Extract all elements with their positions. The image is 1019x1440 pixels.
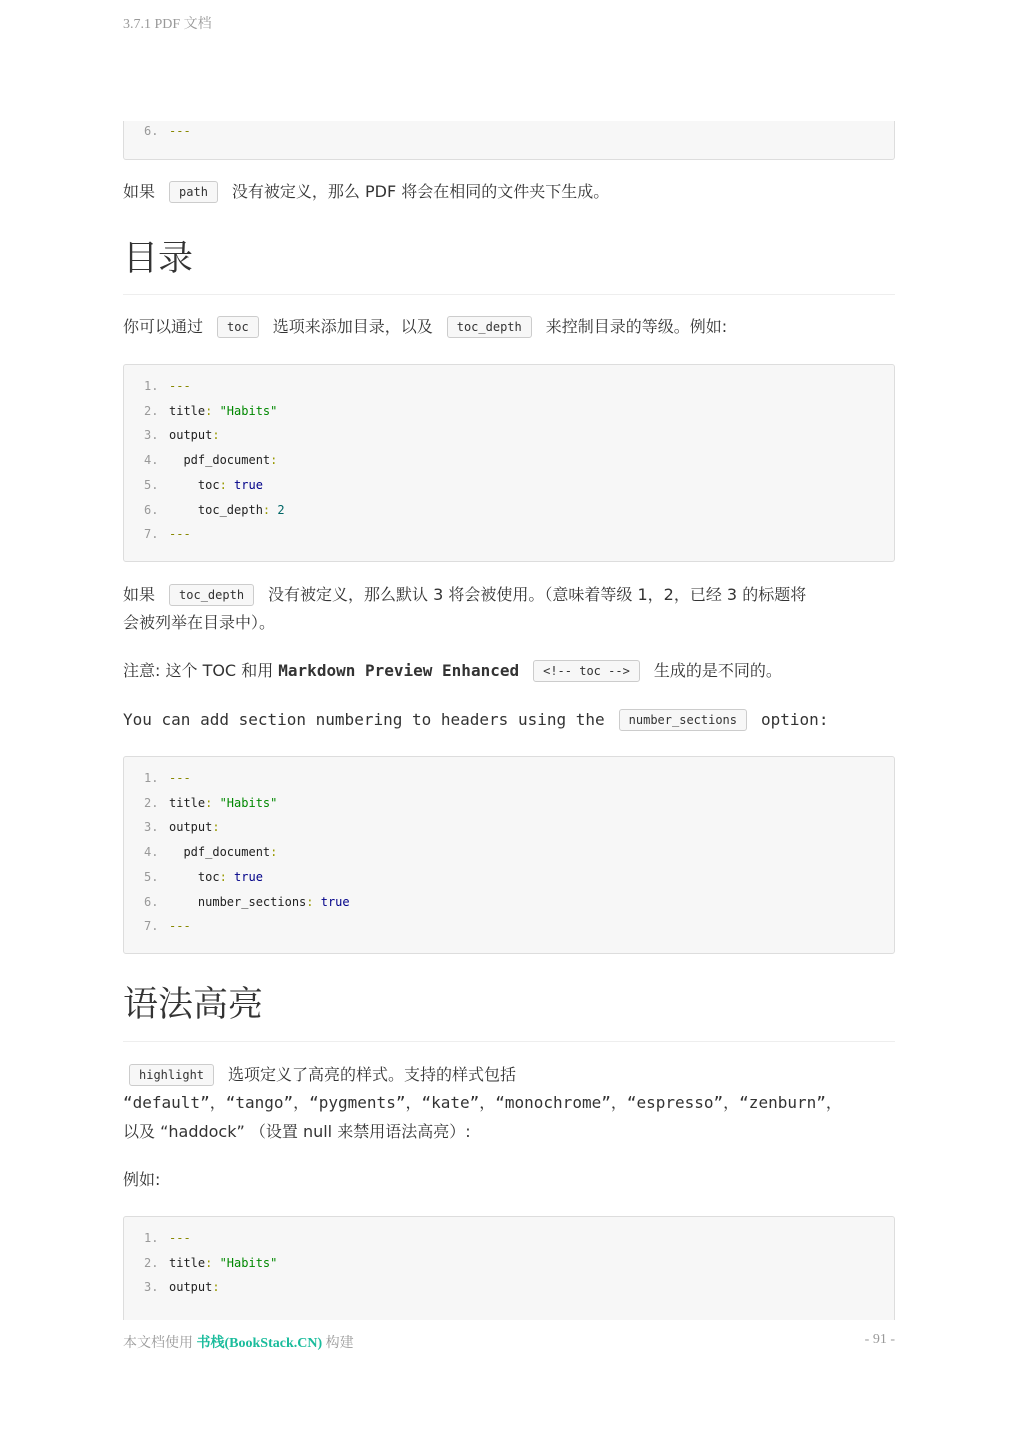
code-line <box>144 916 191 936</box>
code-line <box>144 401 277 421</box>
footer-prefix: 本文档使用 <box>123 1336 197 1351</box>
code-block-highlight <box>123 1216 895 1320</box>
line-number: 1. <box>144 771 159 785</box>
code-token: : <box>219 869 235 884</box>
code-token: : <box>270 845 278 860</box>
line-number: 3. <box>144 820 159 835</box>
note-text-b: 生成的是不同的。 <box>653 661 782 680</box>
numbering-paragraph <box>123 706 895 734</box>
code-token: : <box>205 403 220 418</box>
code-token: toc_depth <box>169 502 263 517</box>
depth-text-line2: 会被列举在目录中）。 <box>123 613 276 632</box>
page-number: - 91 - <box>864 1332 895 1347</box>
code-token: --- <box>169 919 191 934</box>
code-token: : <box>270 453 278 468</box>
highlight-text-line2: “default”，“tango”，“pygments”，“kate”，“monochrome”，“espresso”，“zenburn”， <box>123 1093 842 1112</box>
numbering-text-a: You can add section numbering to headers using the <box>123 710 605 729</box>
inline-code-number-sections: number_sections <box>619 709 747 731</box>
note-text-a: 注意: 这个 TOC 和用 <box>123 661 279 680</box>
code-token: : <box>219 477 235 492</box>
code-token: 2 <box>277 502 285 517</box>
note-paragraph <box>123 657 895 685</box>
line-number: 3. <box>144 1280 159 1295</box>
code-line <box>144 450 277 470</box>
code-token: "Habits" <box>219 403 278 418</box>
line-number: 7. <box>144 919 159 934</box>
code-line <box>144 376 191 396</box>
line-number: 2. <box>144 1255 159 1270</box>
running-header: 3.7.1 PDF 文档 <box>123 17 212 32</box>
line-number: 2. <box>144 795 159 810</box>
code-token: --- <box>169 1231 191 1245</box>
code-token: true <box>234 477 263 492</box>
highlight-text-line1: 选项定义了高亮的样式。支持的样式包括 <box>228 1065 517 1084</box>
heading-highlight-rule <box>123 1041 895 1042</box>
code-token: output <box>169 428 213 443</box>
code-token: number_sections <box>169 894 307 909</box>
code-line <box>144 1253 277 1273</box>
code-line <box>144 768 191 788</box>
line-number: 4. <box>144 845 159 860</box>
code-token: : <box>262 502 278 517</box>
line-number: 6. <box>144 124 159 138</box>
depth-text-before: 如果 <box>123 585 156 604</box>
code-token: true <box>320 894 350 909</box>
highlight-paragraph <box>123 1061 895 1089</box>
code-line <box>144 500 285 520</box>
heading-highlight: 语法高亮 <box>123 985 264 1025</box>
line-number: 4. <box>144 453 159 468</box>
code-line <box>144 1228 191 1248</box>
footer-credit <box>123 1332 354 1352</box>
code-token: title <box>169 795 206 810</box>
code-token: toc <box>169 869 220 884</box>
code-block-toc <box>123 364 895 562</box>
code-token: --- <box>169 771 191 785</box>
code-token: : <box>212 820 220 835</box>
inline-code-toc: toc <box>217 316 259 338</box>
code-token: "Habits" <box>219 795 278 810</box>
inline-code-toc-depth-2: toc_depth <box>169 584 254 606</box>
code-token: : <box>212 428 220 443</box>
code-token: output <box>169 1280 213 1295</box>
code-line <box>144 475 263 495</box>
line-number: 3. <box>144 428 159 443</box>
line-number: 5. <box>144 477 159 492</box>
code-token: toc <box>169 477 220 492</box>
numbering-text-b: option: <box>761 710 829 729</box>
path-text-after: 没有被定义，那么 PDF 将会在相同的文件夹下生成。 <box>231 182 610 201</box>
code-line <box>144 1277 220 1297</box>
line-number: 6. <box>144 502 159 517</box>
depth-text-after: 没有被定义，那么默认 3 将会被使用。（意味着等级 1，2，已经 3 的标题将 <box>268 585 807 604</box>
code-line <box>144 121 191 141</box>
code-token: title <box>169 1255 206 1270</box>
code-token: : <box>205 795 220 810</box>
code-line <box>144 524 191 544</box>
line-number: 5. <box>144 869 159 884</box>
line-number: 7. <box>144 527 159 542</box>
code-token: : <box>306 894 321 909</box>
heading-toc: 目录 <box>123 239 194 279</box>
example-paragraph <box>123 1166 895 1194</box>
highlight-paragraph-line2 <box>123 1089 895 1117</box>
inline-code-highlight: highlight <box>129 1064 214 1086</box>
toc-depth-paragraph <box>123 581 895 609</box>
toc-text-c: 来控制目录的等级。例如: <box>545 317 728 336</box>
line-number: 6. <box>144 894 159 909</box>
code-line <box>144 425 220 445</box>
toc-text-b: 选项来添加目录，以及 <box>272 317 433 336</box>
code-line <box>144 817 220 837</box>
toc-depth-paragraph-line2 <box>123 609 895 637</box>
toc-text-a: 你可以通过 <box>123 317 204 336</box>
toc-paragraph <box>123 313 895 341</box>
path-text-before: 如果 <box>123 182 156 201</box>
code-line <box>144 867 263 887</box>
example-text: 例如: <box>123 1170 161 1189</box>
line-number: 1. <box>144 379 159 393</box>
code-token: --- <box>169 527 191 542</box>
line-number: 2. <box>144 403 159 418</box>
code-token: pdf_document <box>169 845 271 860</box>
code-block-continued <box>123 121 895 160</box>
code-token: : <box>205 1255 220 1270</box>
code-line <box>144 793 277 813</box>
code-line <box>144 892 350 912</box>
code-token: true <box>234 869 263 884</box>
code-token: output <box>169 820 213 835</box>
code-token: pdf_document <box>169 453 271 468</box>
code-token: --- <box>169 124 191 138</box>
code-token: title <box>169 403 206 418</box>
highlight-text-line3: 以及 “haddock” （设置 null 来禁用语法高亮）: <box>123 1122 471 1141</box>
highlight-paragraph-line3 <box>123 1118 895 1146</box>
inline-code-toc-depth: toc_depth <box>447 316 532 338</box>
code-token: --- <box>169 379 191 393</box>
code-token: : <box>212 1280 220 1295</box>
code-token: "Habits" <box>219 1255 278 1270</box>
line-number: 1. <box>144 1231 159 1245</box>
code-line <box>144 842 277 862</box>
inline-code-toc-comment: <!-- toc --> <box>533 660 640 682</box>
inline-code-path: path <box>169 181 218 203</box>
path-paragraph <box>123 178 895 206</box>
code-block-numbering <box>123 756 895 954</box>
note-bold-mpe: Markdown Preview Enhanced <box>278 661 520 680</box>
footer-brand-link[interactable]: 书栈(BookStack.CN) <box>196 1336 323 1351</box>
footer-suffix: 构建 <box>322 1336 354 1351</box>
heading-toc-rule <box>123 294 895 295</box>
